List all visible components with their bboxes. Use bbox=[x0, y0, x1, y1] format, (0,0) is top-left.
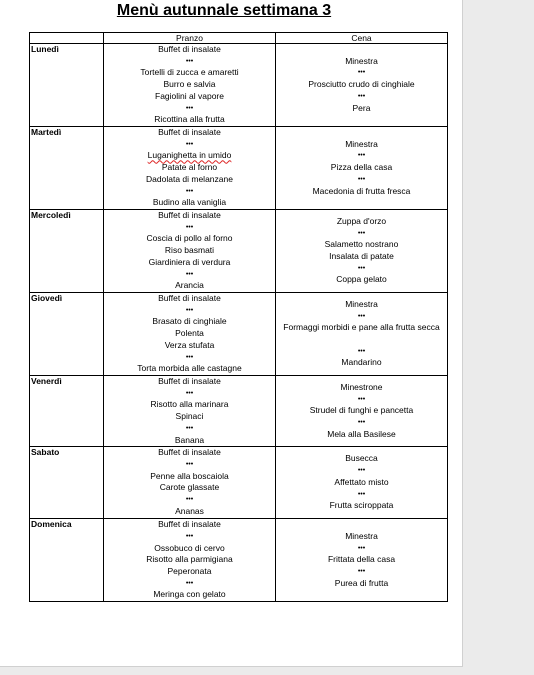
course-separator: ••• bbox=[357, 467, 366, 475]
menu-item: Insalata di patate bbox=[329, 251, 394, 261]
course-separator: ••• bbox=[357, 347, 366, 355]
course-separator: ••• bbox=[185, 460, 194, 468]
menu-item: Buffet di insalate bbox=[158, 210, 221, 220]
menu-item: Buffet di insalate bbox=[158, 127, 221, 137]
header-lunch: Pranzo bbox=[104, 33, 276, 44]
menu-item: Buffet di insalate bbox=[158, 44, 221, 54]
menu-item: Tortelli di zucca e amaretti bbox=[140, 67, 239, 78]
menu-item: Buffet di insalate bbox=[158, 519, 221, 530]
table-header-row bbox=[30, 33, 448, 44]
course-separator: ••• bbox=[357, 69, 366, 77]
lunch-cell bbox=[104, 376, 276, 447]
course-separator: ••• bbox=[357, 544, 366, 552]
dinner-cell bbox=[276, 376, 448, 447]
menu-item: Mandarino bbox=[341, 357, 382, 368]
lunch-cell bbox=[104, 293, 276, 376]
menu-item: Polenta bbox=[175, 328, 204, 339]
menu-item: Busecca bbox=[345, 453, 378, 464]
table-row bbox=[30, 447, 448, 519]
course-separator: ••• bbox=[185, 353, 194, 361]
menu-item: Giardiniera di verdura bbox=[148, 256, 231, 267]
dinner-cell bbox=[276, 127, 448, 210]
menu-item: Arancia bbox=[175, 280, 204, 291]
menu-item: Fagiolini al vapore bbox=[155, 90, 224, 101]
menu-item: Budino alla vaniglia bbox=[152, 197, 227, 208]
table-row bbox=[30, 293, 448, 376]
course-separator: ••• bbox=[357, 418, 366, 426]
menu-item bbox=[360, 334, 362, 346]
course-separator: ••• bbox=[357, 92, 366, 100]
menu-item: Burro e salvia bbox=[163, 79, 216, 90]
menu-item: Luganighetta in umido bbox=[147, 150, 232, 161]
course-separator: ••• bbox=[185, 187, 194, 195]
dinner-cell bbox=[276, 210, 448, 293]
menu-item: Strudel di funghi e pancetta bbox=[309, 405, 414, 416]
lunch-cell bbox=[104, 519, 276, 602]
page-title: Menù autunnale settimana 3 bbox=[116, 2, 332, 19]
course-separator: ••• bbox=[185, 104, 194, 112]
course-separator: ••• bbox=[185, 140, 194, 148]
menu-item: Pera bbox=[352, 102, 371, 113]
course-separator: ••• bbox=[357, 490, 366, 498]
dinner-cell bbox=[276, 44, 448, 127]
day-name: Lunedì bbox=[30, 44, 104, 127]
menu-item: Peperonata bbox=[167, 566, 212, 577]
menu-item: Dadolata di melanzane bbox=[146, 173, 233, 184]
lunch-cell bbox=[104, 210, 276, 293]
course-separator: ••• bbox=[185, 496, 194, 504]
lunch-cell bbox=[104, 447, 276, 519]
day-name: Sabato bbox=[30, 447, 104, 519]
day-name: Venerdì bbox=[30, 376, 104, 447]
course-separator: ••• bbox=[357, 152, 366, 160]
menu-item: Meringa con gelato bbox=[153, 589, 226, 600]
dinner-cell bbox=[276, 447, 448, 519]
lunch-cell bbox=[104, 127, 276, 210]
table-row bbox=[30, 127, 448, 210]
menu-item: Patate al forno bbox=[161, 162, 218, 173]
day-name: Giovedì bbox=[30, 293, 104, 376]
table-row bbox=[30, 376, 448, 447]
menu-item: Salametto nostrano bbox=[324, 239, 399, 250]
menu-item: Buffet di insalate bbox=[158, 376, 221, 386]
course-separator: ••• bbox=[185, 579, 194, 587]
menu-item: Penne alla boscaiola bbox=[150, 470, 229, 481]
menu-item: Torta morbida alle castagne bbox=[137, 363, 242, 374]
menu-item: Buffet di insalate bbox=[158, 293, 221, 303]
menu-item: Risotto alla parmigiana bbox=[146, 554, 233, 565]
menu-item: Brasato di cinghiale bbox=[152, 316, 227, 327]
day-name: Mercoledì bbox=[30, 210, 104, 293]
menu-item: Minestra bbox=[345, 55, 378, 66]
menu-item: Coppa gelato bbox=[336, 274, 387, 285]
menu-item: Coscia di pollo al forno bbox=[146, 233, 233, 244]
menu-item: Purea di frutta bbox=[334, 577, 389, 588]
menu-item: Pizza della casa bbox=[330, 162, 393, 173]
course-separator: ••• bbox=[185, 532, 194, 540]
menu-item: Ricottina alla frutta bbox=[154, 114, 225, 125]
menu-item: Affettato misto bbox=[334, 476, 389, 487]
menu-item: Macedonia di frutta fresca bbox=[312, 185, 411, 196]
lunch-cell bbox=[104, 44, 276, 127]
course-separator: ••• bbox=[185, 223, 194, 231]
menu-item: Prosciutto crudo di cinghiale bbox=[308, 79, 415, 90]
table-row bbox=[30, 44, 448, 127]
day-name: Domenica bbox=[30, 519, 104, 602]
menu-item: Ananas bbox=[175, 505, 204, 516]
course-separator: ••• bbox=[185, 270, 194, 278]
menu-item: Minestrone bbox=[340, 381, 383, 392]
weekly-menu-table bbox=[29, 32, 448, 602]
menu-item: Banana bbox=[174, 434, 205, 445]
menu-item: Mela alla Basilese bbox=[327, 428, 396, 439]
menu-item: Buffet di insalate bbox=[158, 447, 221, 458]
menu-item: Ossobuco di cervo bbox=[154, 542, 225, 553]
course-separator: ••• bbox=[357, 229, 366, 237]
table-row bbox=[30, 519, 448, 602]
dinner-cell bbox=[276, 519, 448, 602]
menu-item: Risotto alla marinara bbox=[150, 399, 229, 410]
course-separator: ••• bbox=[357, 395, 366, 403]
dinner-cell bbox=[276, 293, 448, 376]
course-separator: ••• bbox=[357, 568, 366, 576]
day-name: Martedì bbox=[30, 127, 104, 210]
course-separator: ••• bbox=[357, 312, 366, 320]
course-separator: ••• bbox=[357, 264, 366, 272]
header-dinner: Cena bbox=[276, 33, 448, 44]
menu-item: Spinaci bbox=[175, 411, 204, 422]
course-separator: ••• bbox=[357, 175, 366, 183]
menu-item: Minestra bbox=[345, 530, 378, 541]
menu-item: Riso basmati bbox=[164, 245, 215, 256]
menu-item: Minestra bbox=[345, 298, 378, 309]
course-separator: ••• bbox=[185, 57, 194, 65]
course-separator: ••• bbox=[185, 306, 194, 314]
menu-item: Verza stufata bbox=[164, 339, 215, 350]
header-day bbox=[30, 33, 104, 44]
table-body bbox=[30, 44, 448, 602]
menu-item: Minestra bbox=[345, 138, 378, 149]
menu-item: Formaggi morbidi e pane alla frutta secca bbox=[283, 322, 440, 333]
course-separator: ••• bbox=[185, 389, 194, 397]
menu-item: Zuppa d'orzo bbox=[336, 215, 387, 226]
course-separator: ••• bbox=[185, 424, 194, 432]
menu-item: Frittata della casa bbox=[327, 554, 396, 565]
menu-item: Frutta sciroppata bbox=[329, 500, 394, 511]
menu-item: Carote glassate bbox=[159, 482, 220, 493]
table-row bbox=[30, 210, 448, 293]
